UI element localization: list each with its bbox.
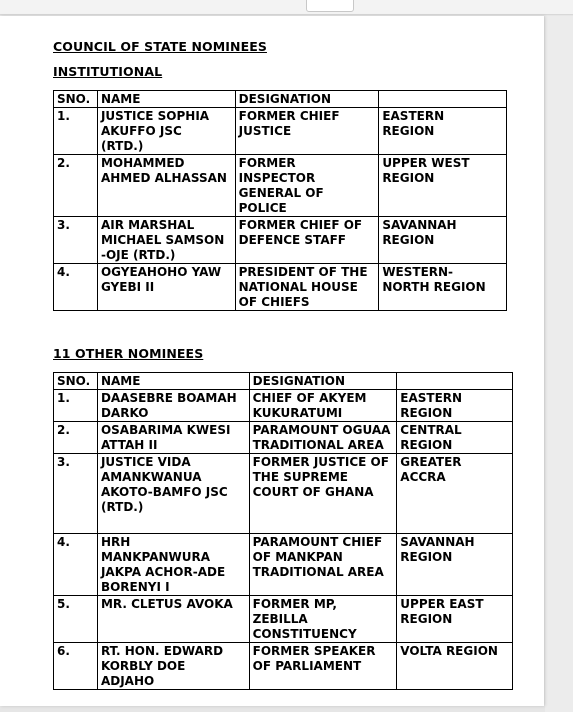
header-sno: SNO. (54, 373, 98, 390)
row-name: AIR MARSHAL MICHAEL SAMSON -OJE (RTD.) (97, 217, 235, 264)
row-sno: 5. (54, 596, 98, 643)
row-sno: 3. (54, 217, 98, 264)
table-row (54, 596, 513, 643)
row-sno: 6. (54, 643, 98, 690)
table-row (54, 643, 513, 690)
institutional-heading: INSTITUTIONAL (53, 64, 163, 79)
row-sno: 1. (54, 390, 98, 422)
row-sno: 2. (54, 155, 98, 217)
table-row (54, 217, 507, 264)
table-header-row (54, 373, 513, 390)
row-region: SAVANNAH REGION (397, 534, 513, 596)
row-name: HRH MANKPANWURA JAKPA ACHOR-ADE BORENYI I (97, 534, 249, 596)
header-designation: DESIGNATION (249, 373, 397, 390)
row-name: OSABARIMA KWESI ATTAH II (97, 422, 249, 454)
row-sno: 3. (54, 454, 98, 534)
table-row (54, 155, 507, 217)
other-nominees-table (53, 372, 513, 690)
row-name: MOHAMMED AHMED ALHASSAN (97, 155, 235, 217)
header-designation: DESIGNATION (235, 91, 379, 108)
row-designation: FORMER JUSTICE OF THE SUPREME COURT OF GHANA (249, 454, 397, 534)
other-nominees-heading: 11 OTHER NOMINEES (53, 346, 204, 361)
row-designation: PARAMOUNT OGUAA TRADITIONAL AREA (249, 422, 397, 454)
row-region: GREATER ACCRA (397, 454, 513, 534)
table-row (54, 108, 507, 155)
header-name: NAME (97, 373, 249, 390)
table-row (54, 390, 513, 422)
row-region: UPPER EAST REGION (397, 596, 513, 643)
row-designation: FORMER INSPECTOR GENERAL OF POLICE (235, 155, 379, 217)
row-sno: 4. (54, 534, 98, 596)
row-region: EASTERN REGION (397, 390, 513, 422)
header-sno: SNO. (54, 91, 98, 108)
row-designation: FORMER CHIEF OF DEFENCE STAFF (235, 217, 379, 264)
row-name: JUSTICE VIDA AMANKWANUA AKOTO-BAMFO JSC (RTD.) (97, 454, 249, 534)
row-region: SAVANNAH REGION (379, 217, 507, 264)
row-sno: 2. (54, 422, 98, 454)
header-region (397, 373, 513, 390)
row-name: DAASEBRE BOAMAH DARKO (97, 390, 249, 422)
row-designation: FORMER SPEAKER OF PARLIAMENT (249, 643, 397, 690)
row-name: OGYEAHOHO YAW GYEBI II (97, 264, 235, 311)
row-designation: FORMER MP, ZEBILLA CONSTITUENCY (249, 596, 397, 643)
viewer-toolbar (0, 0, 573, 15)
document-title: COUNCIL OF STATE NOMINEES (53, 39, 267, 54)
table-header-row (54, 91, 507, 108)
row-region: CENTRAL REGION (397, 422, 513, 454)
row-designation: FORMER CHIEF JUSTICE (235, 108, 379, 155)
row-name: RT. HON. EDWARD KORBLY DOE ADJAHO (97, 643, 249, 690)
scrollbar[interactable] (545, 16, 573, 712)
row-region: EASTERN REGION (379, 108, 507, 155)
row-region: UPPER WEST REGION (379, 155, 507, 217)
table-row (54, 422, 513, 454)
institutional-table (53, 90, 507, 311)
row-sno: 1. (54, 108, 98, 155)
row-name: MR. CLETUS AVOKA (97, 596, 249, 643)
table-row (54, 454, 513, 534)
row-name: JUSTICE SOPHIA AKUFFO JSC (RTD.) (97, 108, 235, 155)
row-designation: PRESIDENT OF THE NATIONAL HOUSE OF CHIEFS (235, 264, 379, 311)
row-region: VOLTA REGION (397, 643, 513, 690)
header-region (379, 91, 507, 108)
table-row (54, 534, 513, 596)
row-sno: 4. (54, 264, 98, 311)
row-designation: PARAMOUNT CHIEF OF MANKPAN TRADITIONAL AREA (249, 534, 397, 596)
header-name: NAME (97, 91, 235, 108)
row-designation: CHIEF OF AKYEM KUKURATUMI (249, 390, 397, 422)
table-row (54, 264, 507, 311)
page-number-box[interactable] (306, 0, 354, 12)
row-region: WESTERN- NORTH REGION (379, 264, 507, 311)
